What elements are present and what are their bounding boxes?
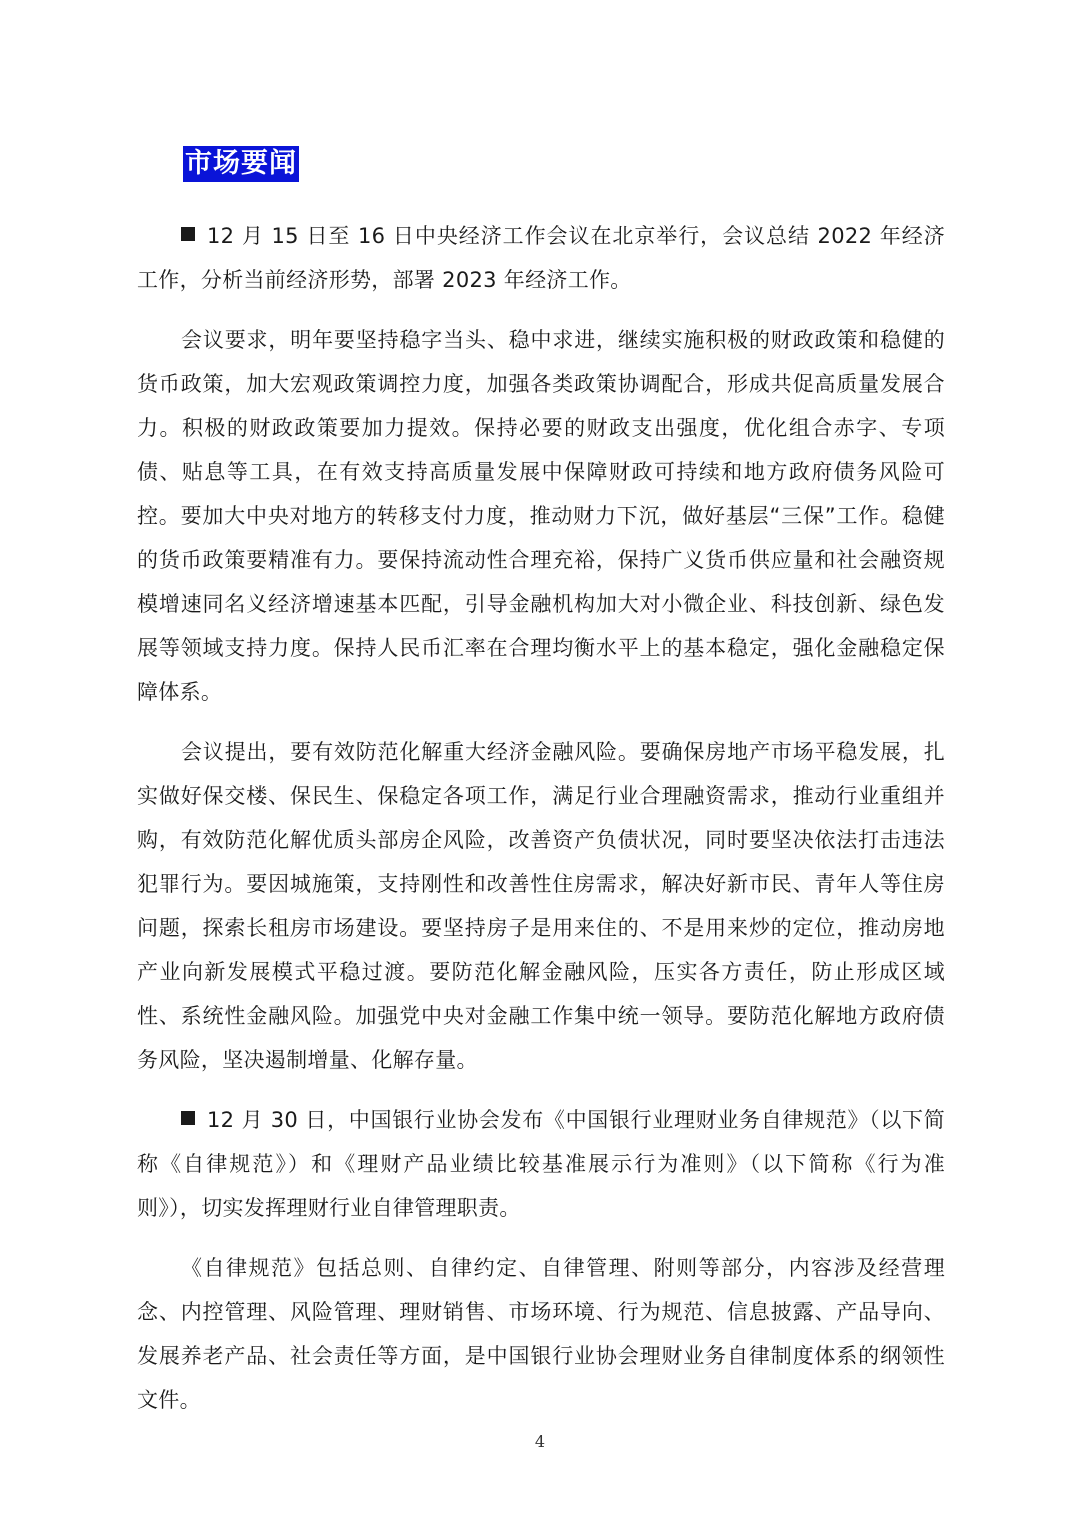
paragraph-2 xyxy=(137,318,945,714)
square-bullet-icon xyxy=(181,1111,195,1125)
paragraph-1-text: 12 月 15 日至 16 日中央经济工作会议在北京举行，会议总结 2022 年经济工作，分析当前经济形势，部署 2023 年经济工作。 xyxy=(137,224,945,292)
paragraph-5 xyxy=(137,1246,945,1422)
paragraph-4-text: 12 月 30 日，中国银行业协会发布《中国银行业理财业务自律规范》（以下简称《自律规范》）和《理财产品业绩比较基准展示行为准则》（以下简称《行为准则》），切实发挥理财行业自律管理职责。 xyxy=(137,1108,945,1220)
paragraph-2-text: 会议要求，明年要坚持稳字当头、稳中求进，继续实施积极的财政政策和稳健的货币政策，加大宏观政策调控力度，加强各类政策协调配合，形成共促高质量发展合力。积极的财政政策要加力提效。保持必要的财政支出强度，优化组合赤字、专项债、贴息等工具，在有效支持高质量发展中保障财政可持续和地方政府债务风险可控。要加大中央对地方的转移支付力度，推动财力下沉，做好基层“三保”工作。稳健的货币政策要精准有力。要保持流动性合理充裕，保持广义货币供应量和社会融资规模增速同名义经济增速基本匹配，引导金融机构加大对小微企业、科技创新、绿色发展等领域支持力度。保持人民币汇率在合理均衡水平上的基本稳定，强化金融稳定保障体系。 xyxy=(137,328,945,704)
paragraph-4 xyxy=(137,1098,945,1230)
section-title: 市场要闻 xyxy=(183,146,299,182)
body-text xyxy=(137,214,945,1438)
paragraph-5-text: 《自律规范》包括总则、自律约定、自律管理、附则等部分，内容涉及经营理念、内控管理、风险管理、理财销售、市场环境、行为规范、信息披露、产品导向、发展养老产品、社会责任等方面，是中国银行业协会理财业务自律制度体系的纲领性文件。 xyxy=(137,1256,945,1412)
paragraph-3-text: 会议提出，要有效防范化解重大经济金融风险。要确保房地产市场平稳发展，扎实做好保交楼、保民生、保稳定各项工作，满足行业合理融资需求，推动行业重组并购，有效防范化解优质头部房企风险，改善资产负债状况，同时要坚决依法打击违法犯罪行为。要因城施策，支持刚性和改善性住房需求，解决好新市民、青年人等住房问题，探索长租房市场建设。要坚持房子是用来住的、不是用来炒的定位，推动房地产业向新发展模式平稳过渡。要防范化解金融风险，压实各方责任，防止形成区域性、系统性金融风险。加强党中央对金融工作集中统一领导。要防范化解地方政府债务风险，坚决遏制增量、化解存量。 xyxy=(137,740,945,1072)
page-number: 4 xyxy=(534,1432,546,1451)
paragraph-1 xyxy=(137,214,945,302)
paragraph-3 xyxy=(137,730,945,1082)
square-bullet-icon xyxy=(181,227,195,241)
